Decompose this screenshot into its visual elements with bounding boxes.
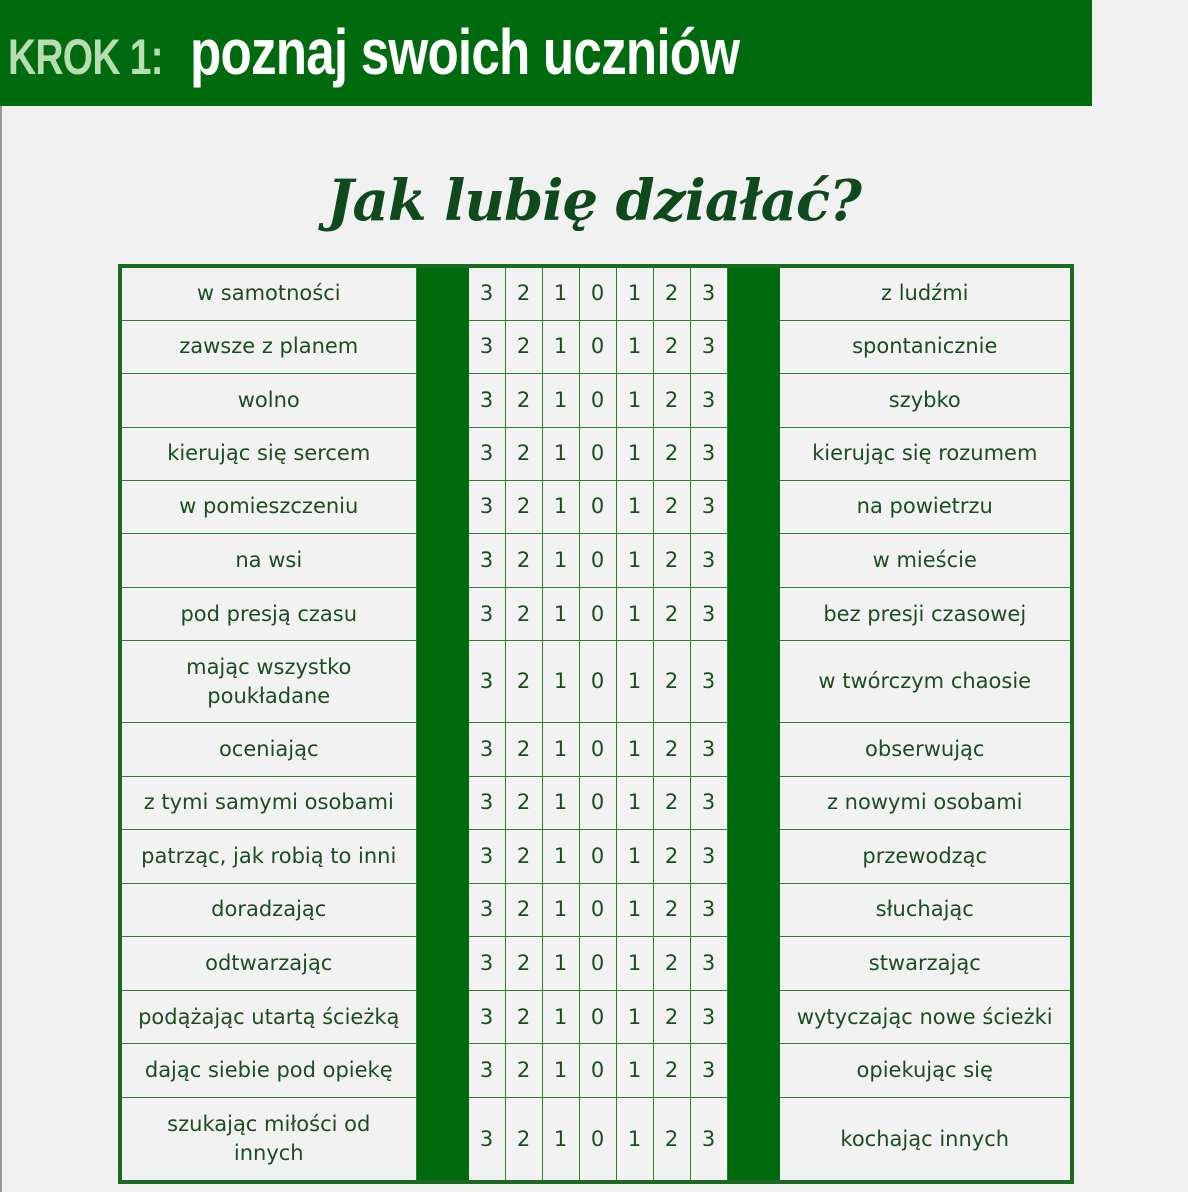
left-trait: odtwarzając (120, 936, 416, 990)
scale-divider (416, 1098, 468, 1182)
score-option[interactable]: 2 (505, 776, 542, 829)
right-trait: wytyczając nowe ścieżki (779, 990, 1072, 1043)
score-option[interactable]: 0 (579, 266, 616, 320)
score-option[interactable]: 1 (542, 373, 579, 427)
score-option[interactable]: 3 (468, 883, 505, 936)
score-option[interactable]: 2 (653, 1098, 690, 1182)
right-trait: słuchając (779, 883, 1072, 936)
scale-divider (727, 936, 779, 990)
right-trait: w mieście (779, 534, 1072, 588)
score-option[interactable]: 0 (579, 829, 616, 883)
score-option[interactable]: 1 (616, 641, 653, 723)
score-option[interactable]: 3 (468, 1044, 505, 1098)
scale-divider (416, 534, 468, 588)
scale-row (120, 1098, 1072, 1182)
right-trait: z nowymi osobami (779, 776, 1072, 829)
score-option[interactable]: 1 (542, 588, 579, 641)
scale-divider (416, 588, 468, 641)
score-option[interactable]: 1 (542, 266, 579, 320)
scale-divider (416, 320, 468, 373)
score-option[interactable]: 3 (468, 723, 505, 776)
score-option[interactable]: 1 (616, 1044, 653, 1098)
scale-divider (727, 1044, 779, 1098)
scale-divider (416, 373, 468, 427)
left-trait: szukając miłości od innych (120, 1098, 416, 1182)
score-option[interactable]: 1 (616, 1098, 653, 1182)
score-option[interactable]: 2 (653, 534, 690, 588)
scale-divider (727, 883, 779, 936)
score-option[interactable]: 3 (468, 320, 505, 373)
right-trait: na powietrzu (779, 480, 1072, 533)
score-option[interactable]: 1 (616, 320, 653, 373)
scale-divider (416, 776, 468, 829)
scale-divider (727, 1098, 779, 1182)
right-trait: stwarzając (779, 936, 1072, 990)
score-option[interactable]: 1 (616, 588, 653, 641)
scale-divider (416, 641, 468, 723)
score-option[interactable]: 2 (505, 723, 542, 776)
header-banner (0, 0, 1092, 106)
scale-divider (416, 883, 468, 936)
score-option[interactable]: 0 (579, 373, 616, 427)
score-option[interactable]: 1 (542, 1044, 579, 1098)
score-option[interactable]: 1 (616, 990, 653, 1043)
left-trait: w samotności (120, 266, 416, 320)
score-option[interactable]: 0 (579, 480, 616, 533)
score-option[interactable]: 1 (616, 723, 653, 776)
scale-row (120, 266, 1072, 320)
score-option[interactable]: 1 (542, 776, 579, 829)
score-option[interactable]: 2 (505, 480, 542, 533)
scale-row (120, 776, 1072, 829)
left-trait: kierując się sercem (120, 427, 416, 480)
score-option[interactable]: 3 (468, 373, 505, 427)
scale-divider (727, 588, 779, 641)
left-trait: oceniając (120, 723, 416, 776)
score-option[interactable]: 1 (542, 936, 579, 990)
scale-divider (416, 266, 468, 320)
score-option[interactable]: 3 (690, 776, 727, 829)
scale-divider (727, 534, 779, 588)
left-trait: w pomieszczeniu (120, 480, 416, 533)
score-option[interactable]: 1 (542, 990, 579, 1043)
scale-row (120, 936, 1072, 990)
scale-divider (727, 723, 779, 776)
score-option[interactable]: 2 (653, 480, 690, 533)
score-option[interactable]: 1 (542, 320, 579, 373)
score-option[interactable]: 1 (542, 534, 579, 588)
score-option[interactable]: 1 (542, 641, 579, 723)
score-option[interactable]: 0 (579, 534, 616, 588)
right-trait: obserwując (779, 723, 1072, 776)
score-option[interactable]: 1 (542, 480, 579, 533)
score-option[interactable]: 1 (542, 723, 579, 776)
right-trait: kochając innych (779, 1098, 1072, 1182)
left-trait: patrząc, jak robią to inni (120, 829, 416, 883)
scale-row (120, 829, 1072, 883)
scale-row (120, 480, 1072, 533)
score-option[interactable]: 2 (653, 990, 690, 1043)
score-option[interactable]: 2 (653, 723, 690, 776)
score-option[interactable]: 1 (616, 427, 653, 480)
left-trait: mając wszystko poukładane (120, 641, 416, 723)
score-option[interactable]: 3 (468, 936, 505, 990)
score-option[interactable]: 2 (653, 373, 690, 427)
score-option[interactable]: 3 (690, 320, 727, 373)
score-option[interactable]: 1 (542, 829, 579, 883)
score-option[interactable]: 0 (579, 1044, 616, 1098)
score-option[interactable]: 3 (690, 480, 727, 533)
right-trait: szybko (779, 373, 1072, 427)
scale-divider (416, 480, 468, 533)
score-option[interactable]: 3 (468, 990, 505, 1043)
score-option[interactable]: 1 (542, 883, 579, 936)
score-option[interactable]: 2 (505, 1098, 542, 1182)
scale-divider (727, 480, 779, 533)
step-label: KROK 1: (8, 29, 163, 85)
score-option[interactable]: 1 (616, 266, 653, 320)
score-option[interactable]: 3 (468, 1098, 505, 1182)
score-option[interactable]: 3 (468, 829, 505, 883)
score-option[interactable]: 0 (579, 723, 616, 776)
right-trait: przewodząc (779, 829, 1072, 883)
score-option[interactable]: 2 (653, 641, 690, 723)
score-option[interactable]: 0 (579, 883, 616, 936)
scale-row (120, 723, 1072, 776)
score-option[interactable]: 2 (505, 990, 542, 1043)
right-trait: w twórczym chaosie (779, 641, 1072, 723)
score-option[interactable]: 2 (653, 829, 690, 883)
right-trait: spontanicznie (779, 320, 1072, 373)
scale-divider (727, 373, 779, 427)
score-option[interactable]: 2 (505, 936, 542, 990)
preference-scale-table (118, 264, 1074, 1184)
score-option[interactable]: 2 (505, 883, 542, 936)
scale-divider (416, 829, 468, 883)
score-option[interactable]: 0 (579, 320, 616, 373)
right-trait: opiekując się (779, 1044, 1072, 1098)
score-option[interactable]: 3 (690, 1044, 727, 1098)
score-option[interactable]: 2 (505, 588, 542, 641)
page-title (8, 16, 877, 88)
left-trait: podążając utartą ścieżką (120, 990, 416, 1043)
score-option[interactable]: 1 (616, 829, 653, 883)
score-option[interactable]: 2 (505, 320, 542, 373)
left-trait: zawsze z planem (120, 320, 416, 373)
score-option[interactable]: 2 (505, 1044, 542, 1098)
scale-divider (416, 990, 468, 1043)
scale-divider (727, 427, 779, 480)
score-option[interactable]: 0 (579, 641, 616, 723)
score-option[interactable]: 3 (690, 427, 727, 480)
scale-divider (727, 641, 779, 723)
score-option[interactable]: 0 (579, 936, 616, 990)
score-option[interactable]: 0 (579, 990, 616, 1043)
score-option[interactable]: 1 (542, 1098, 579, 1182)
score-option[interactable]: 2 (653, 883, 690, 936)
step-topic: poznaj swoich uczniów (190, 16, 740, 88)
score-option[interactable]: 2 (505, 829, 542, 883)
scale-row (120, 427, 1072, 480)
score-option[interactable]: 3 (690, 266, 727, 320)
score-option[interactable]: 3 (690, 723, 727, 776)
scale-divider (416, 1044, 468, 1098)
score-option[interactable]: 2 (653, 320, 690, 373)
score-option[interactable]: 2 (505, 266, 542, 320)
score-option[interactable]: 1 (616, 776, 653, 829)
score-option[interactable]: 2 (653, 1044, 690, 1098)
scale-row (120, 588, 1072, 641)
score-option[interactable]: 2 (653, 427, 690, 480)
score-option[interactable]: 3 (468, 641, 505, 723)
scale-row (120, 320, 1072, 373)
scale-divider (416, 936, 468, 990)
score-option[interactable]: 1 (616, 534, 653, 588)
score-option[interactable]: 3 (690, 883, 727, 936)
score-option[interactable]: 3 (690, 373, 727, 427)
left-trait: pod presją czasu (120, 588, 416, 641)
score-option[interactable]: 3 (468, 266, 505, 320)
score-option[interactable]: 3 (690, 534, 727, 588)
score-option[interactable]: 3 (690, 588, 727, 641)
scale-divider (416, 723, 468, 776)
scale-divider (727, 776, 779, 829)
score-option[interactable]: 3 (690, 641, 727, 723)
scale-divider (416, 427, 468, 480)
left-trait: z tymi samymi osobami (120, 776, 416, 829)
score-option[interactable]: 3 (468, 534, 505, 588)
score-option[interactable]: 3 (690, 1098, 727, 1182)
score-option[interactable]: 0 (579, 1098, 616, 1182)
score-option[interactable]: 3 (468, 776, 505, 829)
score-option[interactable]: 1 (616, 883, 653, 936)
score-option[interactable]: 3 (468, 588, 505, 641)
score-option[interactable]: 3 (468, 480, 505, 533)
score-option[interactable]: 2 (505, 641, 542, 723)
scale-row (120, 1044, 1072, 1098)
score-option[interactable]: 1 (616, 480, 653, 533)
questionnaire-title: Jak lubię działać? (327, 168, 861, 234)
score-option[interactable]: 1 (616, 936, 653, 990)
score-option[interactable]: 0 (579, 588, 616, 641)
left-trait: dając siebie pod opiekę (120, 1044, 416, 1098)
score-option[interactable]: 1 (616, 373, 653, 427)
score-option[interactable]: 2 (653, 936, 690, 990)
score-option[interactable]: 2 (653, 776, 690, 829)
score-option[interactable]: 2 (505, 373, 542, 427)
scale-row (120, 534, 1072, 588)
scale-divider (727, 829, 779, 883)
right-trait: kierując się rozumem (779, 427, 1072, 480)
left-trait: na wsi (120, 534, 416, 588)
score-option[interactable]: 3 (690, 990, 727, 1043)
score-option[interactable]: 0 (579, 776, 616, 829)
score-option[interactable]: 2 (505, 534, 542, 588)
scale-row (120, 883, 1072, 936)
scale-divider (727, 266, 779, 320)
right-trait: bez presji czasowej (779, 588, 1072, 641)
scale-divider (727, 320, 779, 373)
left-trait: wolno (120, 373, 416, 427)
score-option[interactable]: 2 (653, 266, 690, 320)
score-option[interactable]: 3 (690, 829, 727, 883)
right-trait: z ludźmi (779, 266, 1072, 320)
score-option[interactable]: 3 (468, 427, 505, 480)
scale-row (120, 641, 1072, 723)
scale-row (120, 373, 1072, 427)
score-option[interactable]: 1 (542, 427, 579, 480)
score-option[interactable]: 2 (505, 427, 542, 480)
score-option[interactable]: 3 (690, 936, 727, 990)
scale-row (120, 990, 1072, 1043)
score-option[interactable]: 2 (653, 588, 690, 641)
score-option[interactable]: 0 (579, 427, 616, 480)
scale-divider (727, 990, 779, 1043)
left-trait: doradzając (120, 883, 416, 936)
